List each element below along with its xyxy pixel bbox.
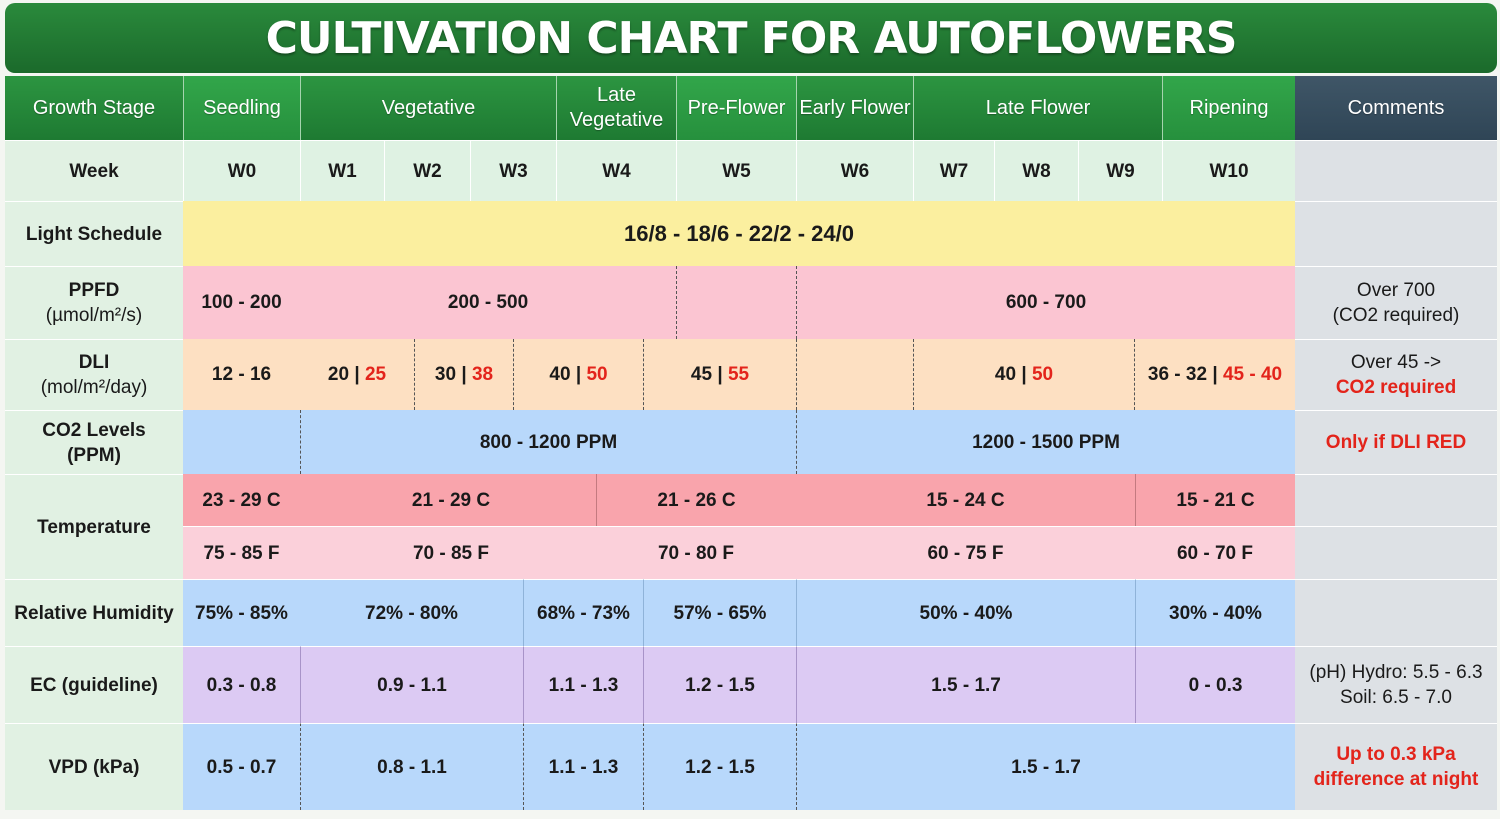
dli-separator: | xyxy=(354,364,360,385)
ppfd-label: PPFD xyxy=(68,280,120,301)
ec-comment-line2: Soil: 6.5 - 7.0 xyxy=(1340,687,1452,708)
dli-w2-value: 30 xyxy=(434,364,457,385)
temp-f-veg: 70 - 85 F xyxy=(300,526,602,579)
header-pre-flower: Pre-Flower xyxy=(676,76,796,140)
comment-temp-c xyxy=(1295,474,1497,526)
header-growth-stage: Growth Stage xyxy=(5,76,183,140)
row-label-humidity: Relative Humidity xyxy=(5,579,183,646)
comment-ec xyxy=(1295,646,1497,723)
comment-vpd xyxy=(1295,723,1497,810)
dli-separator: | xyxy=(1212,364,1218,385)
dli-comment-line1: Over 45 -> xyxy=(1350,352,1442,373)
week-cell: W10 xyxy=(1162,140,1295,201)
ppfd-unit: (µmol/m²/s) xyxy=(45,305,143,326)
header-late-flower: Late Flower xyxy=(913,76,1162,140)
week-cell: W8 xyxy=(994,140,1078,201)
rh-late-veg: 68% - 73% xyxy=(523,579,643,646)
header-comments: Comments xyxy=(1295,76,1497,140)
dli-w9 xyxy=(1134,339,1295,410)
dli-comment-line2: CO2 required xyxy=(1335,377,1457,398)
temp-f-seedling: 75 - 85 F xyxy=(183,526,300,579)
cultivation-table xyxy=(5,76,1497,810)
rh-pre: 57% - 65% xyxy=(643,579,796,646)
dli-w2 xyxy=(414,339,513,410)
row-label-vpd: VPD (kPa) xyxy=(5,723,183,810)
vpd-comment-line2: difference at night xyxy=(1313,769,1479,790)
ppfd-comment-line2: (CO2 required) xyxy=(1332,305,1460,326)
dli-w3 xyxy=(513,339,643,410)
ppfd-flower: 600 - 700 xyxy=(796,266,1295,339)
vpd-veg: 0.8 - 1.1 xyxy=(300,723,523,810)
temp-f-ripen: 60 - 70 F xyxy=(1135,526,1295,579)
dli-w3-high-value: 50 xyxy=(586,364,608,385)
ec-ripen: 0 - 0.3 xyxy=(1135,646,1295,723)
header-seedling: Seedling xyxy=(183,76,300,140)
header-early-flower: Early Flower xyxy=(796,76,913,140)
ppfd-comment-line1: Over 700 xyxy=(1356,280,1436,301)
vpd-comment-line1: Up to 0.3 kPa xyxy=(1336,744,1456,765)
row-label-co2 xyxy=(5,410,183,474)
vpd-seedling: 0.5 - 0.7 xyxy=(183,723,300,810)
comment-co2: Only if DLI RED xyxy=(1295,410,1497,474)
week-cell: W0 xyxy=(183,140,300,201)
temp-c-veg: 21 - 29 C xyxy=(300,474,602,526)
comment-ppfd xyxy=(1295,266,1497,339)
week-cell: W5 xyxy=(676,140,796,201)
dli-w7-high-value: 50 xyxy=(1031,364,1054,385)
ec-late-veg: 1.1 - 1.3 xyxy=(523,646,643,723)
ppfd-seedling: 100 - 200 xyxy=(183,266,300,339)
comment-week xyxy=(1295,140,1497,201)
temp-c-seedling: 23 - 29 C xyxy=(183,474,300,526)
temp-c-flower: 15 - 24 C xyxy=(796,474,1135,526)
rh-veg: 72% - 80% xyxy=(300,579,523,646)
row-label-ec: EC (guideline) xyxy=(5,646,183,723)
rh-flower: 50% - 40% xyxy=(796,579,1135,646)
vpd-pre: 1.2 - 1.5 xyxy=(643,723,796,810)
comment-rh xyxy=(1295,579,1497,646)
week-cell: W4 xyxy=(556,140,676,201)
dli-w4-value: 45 xyxy=(690,364,713,385)
dli-unit: (mol/m²/day) xyxy=(40,377,148,398)
dli-w2-high-value: 38 xyxy=(471,364,494,385)
row-label-ppfd xyxy=(5,266,183,339)
dli-separator: | xyxy=(1021,364,1027,385)
row-label-dli xyxy=(5,339,183,410)
dli-separator: | xyxy=(461,364,467,385)
temp-f-flower: 60 - 75 F xyxy=(796,526,1135,579)
dli-separator: | xyxy=(575,364,582,385)
rh-seedling: 75% - 85% xyxy=(183,579,300,646)
dli-w4 xyxy=(643,339,796,410)
dli-w7-value: 40 xyxy=(994,364,1017,385)
co2-unit: (PPM) xyxy=(67,444,121,466)
dli-w6-empty xyxy=(796,339,913,410)
co2-veg: 800 - 1200 PPM xyxy=(300,410,796,474)
header-ripening: Ripening xyxy=(1162,76,1295,140)
week-cell: W2 xyxy=(384,140,470,201)
dli-w1-high-value: 25 xyxy=(364,364,387,385)
row-label-week: Week xyxy=(5,140,183,201)
dli-w3-value: 40 xyxy=(549,364,571,385)
dli-w1 xyxy=(300,339,414,410)
row-label-light-schedule: Light Schedule xyxy=(5,201,183,266)
ec-seedling: 0.3 - 0.8 xyxy=(183,646,300,723)
comment-temp-f xyxy=(1295,526,1497,579)
dli-label: DLI xyxy=(78,352,110,373)
vpd-flower: 1.5 - 1.7 xyxy=(796,723,1295,810)
ppfd-veg: 200 - 500 xyxy=(300,266,676,339)
light-schedule-value: 16/8 - 18/6 - 22/2 - 24/0 xyxy=(183,201,1295,266)
dli-w9-high-value: 45 - 40 xyxy=(1222,364,1283,385)
week-cell: W6 xyxy=(796,140,913,201)
dli-separator: | xyxy=(717,364,723,385)
week-cell: W3 xyxy=(470,140,556,201)
comment-light xyxy=(1295,201,1497,266)
dli-w1-value: 20 xyxy=(327,364,350,385)
ec-veg: 0.9 - 1.1 xyxy=(300,646,523,723)
dli-w0: 12 - 16 xyxy=(183,339,300,410)
comment-dli xyxy=(1295,339,1497,410)
rh-ripen: 30% - 40% xyxy=(1135,579,1295,646)
week-cell: W9 xyxy=(1078,140,1162,201)
dli-w9-value: 36 - 32 xyxy=(1147,364,1208,385)
temp-f-pre: 70 - 80 F xyxy=(596,526,796,579)
co2-seedling-empty xyxy=(183,410,300,474)
week-cell: W7 xyxy=(913,140,994,201)
vpd-late-veg: 1.1 - 1.3 xyxy=(523,723,643,810)
ec-pre: 1.2 - 1.5 xyxy=(643,646,796,723)
co2-flower: 1200 - 1500 PPM xyxy=(796,410,1295,474)
ec-comment-line1: (pH) Hydro: 5.5 - 6.3 xyxy=(1309,662,1483,683)
co2-label: CO2 Levels xyxy=(42,419,146,441)
temp-c-ripen: 15 - 21 C xyxy=(1135,474,1295,526)
dli-w4-high-value: 55 xyxy=(727,364,750,385)
header-vegetative: Vegetative xyxy=(300,76,556,140)
ppfd-pre-empty xyxy=(676,266,796,339)
header-late-vegetative: Late Vegetative xyxy=(556,76,676,140)
dli-w7 xyxy=(913,339,1134,410)
temp-c-pre: 21 - 26 C xyxy=(596,474,796,526)
row-label-temperature: Temperature xyxy=(5,474,183,579)
ec-flower: 1.5 - 1.7 xyxy=(796,646,1135,723)
week-cell: W1 xyxy=(300,140,384,201)
page-title: CULTIVATION CHART FOR AUTOFLOWERS xyxy=(5,3,1497,73)
